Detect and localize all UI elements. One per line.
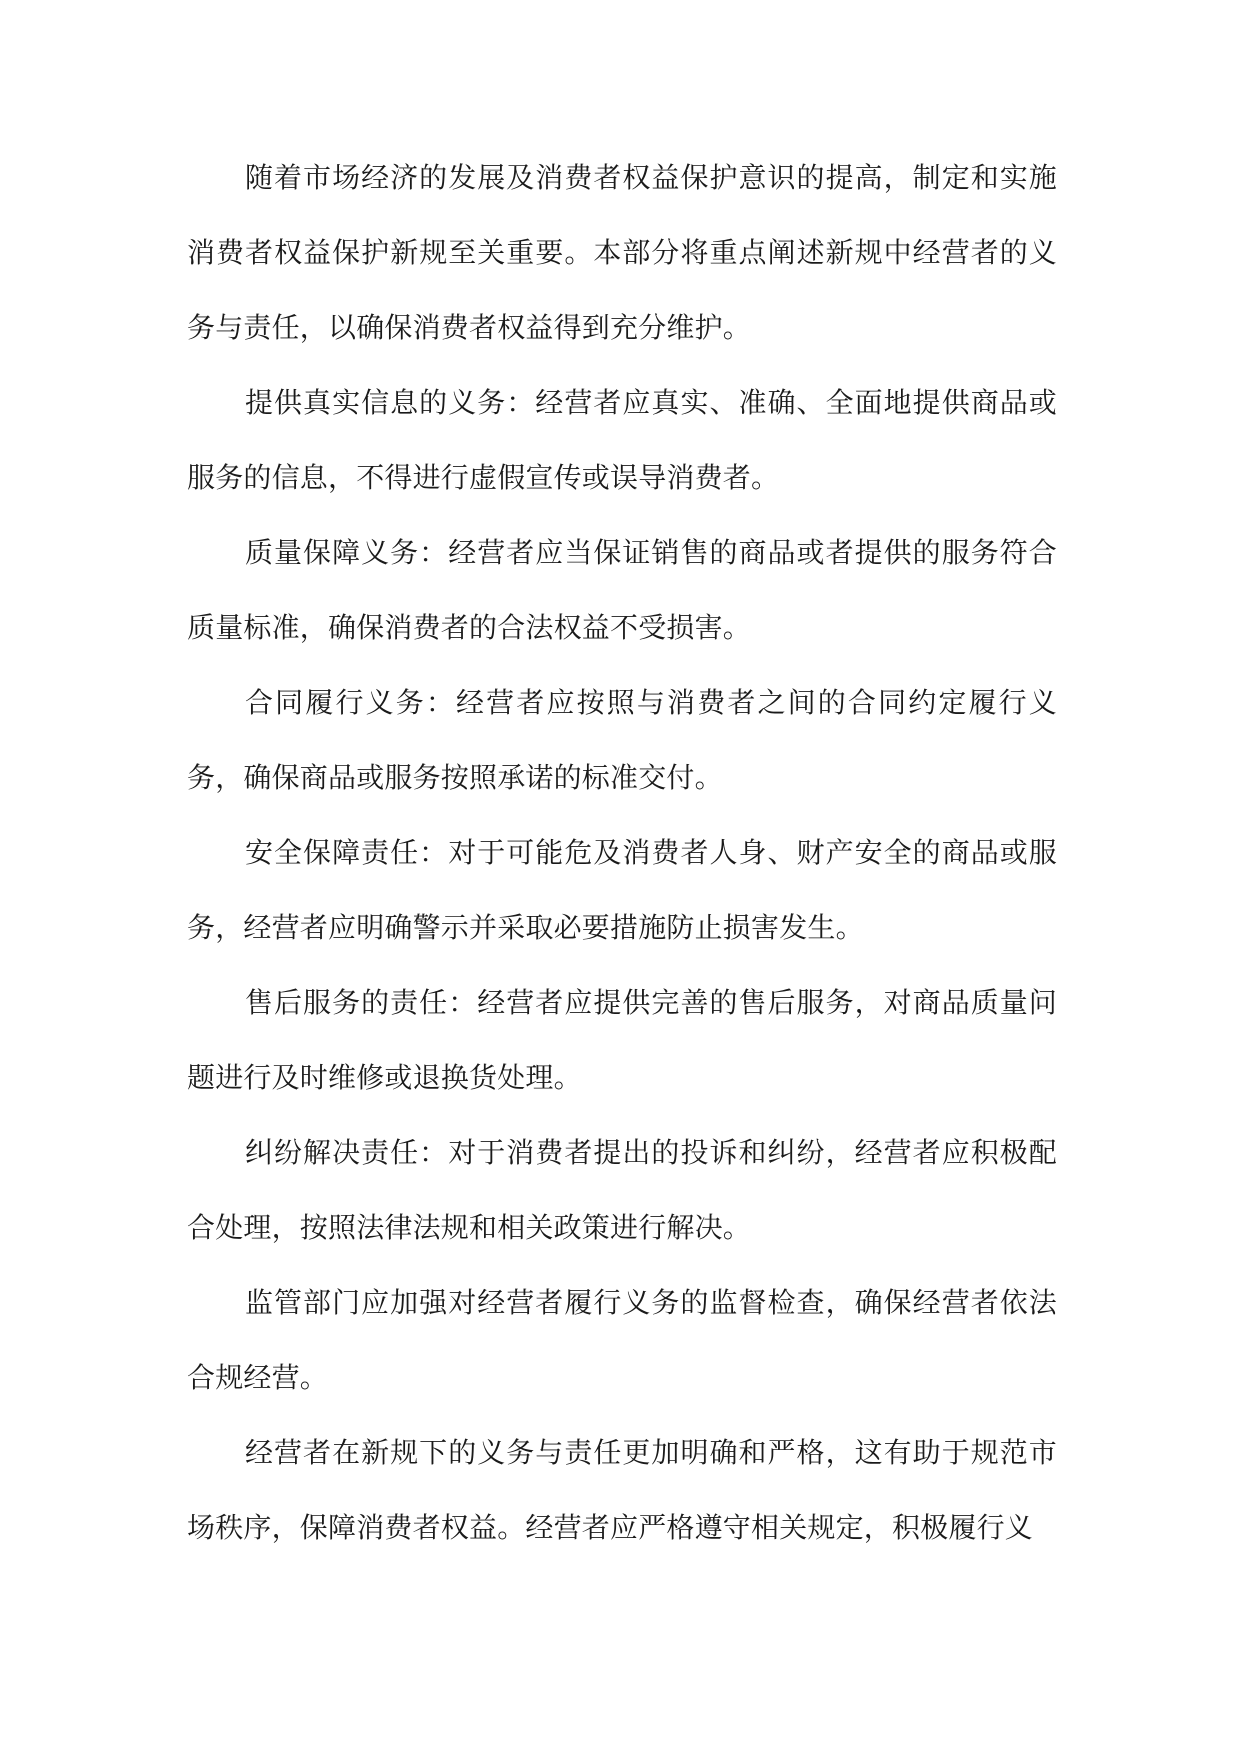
paragraph-quality-assurance: 质量保障义务：经营者应当保证销售的商品或者提供的服务符合质量标准，确保消费者的合法权益不受损害。 <box>187 536 1057 644</box>
document-body <box>187 140 1057 1565</box>
paragraph-supervision: 监管部门应加强对经营者履行义务的监督检查，确保经营者依法合规经营。 <box>187 1286 1057 1394</box>
paragraph-after-sales: 售后服务的责任：经营者应提供完善的售后服务，对商品质量问题进行及时维修或退换货处理。 <box>187 986 1057 1094</box>
paragraph-dispute-resolution: 纠纷解决责任：对于消费者提出的投诉和纠纷，经营者应积极配合处理，按照法律法规和相关政策进行解决。 <box>187 1136 1057 1244</box>
paragraph-conclusion: 经营者在新规下的义务与责任更加明确和严格，这有助于规范市场秩序，保障消费者权益。经营者应严格遵守相关规定，积极履行义 <box>187 1436 1057 1544</box>
paragraph-contract-performance: 合同履行义务：经营者应按照与消费者之间的合同约定履行义务，确保商品或服务按照承诺的标准交付。 <box>187 686 1057 794</box>
paragraph-true-information: 提供真实信息的义务：经营者应真实、准确、全面地提供商品或服务的信息，不得进行虚假宣传或误导消费者。 <box>187 386 1057 494</box>
paragraph-intro: 随着市场经济的发展及消费者权益保护意识的提高，制定和实施消费者权益保护新规至关重要。本部分将重点阐述新规中经营者的义务与责任，以确保消费者权益得到充分维护。 <box>187 161 1057 344</box>
paragraph-safety-responsibility: 安全保障责任：对于可能危及消费者人身、财产安全的商品或服务，经营者应明确警示并采取必要措施防止损害发生。 <box>187 836 1057 944</box>
